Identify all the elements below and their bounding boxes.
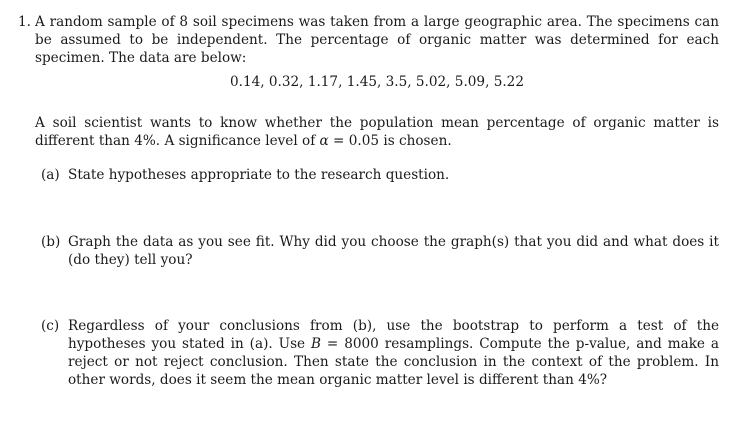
problem-context	[35, 114, 719, 150]
problem-intro: A random sample of 8 soil specimens was taken from a large geographic area. The specimens can be assumed to be independent. The percentage of organic matter was determined for each specimen. The data are below:	[35, 14, 719, 66]
alpha-symbol: α	[319, 133, 329, 149]
context-text: A soil scientist wants to know whether the population mean percentage of organic matter is different than 4%. A significance level of	[35, 115, 719, 149]
alpha-value: = 0.05 is chosen.	[328, 133, 452, 149]
part-a-label: (a)	[41, 167, 60, 183]
data-values: 0.14, 0.32, 1.17, 1.45, 3.5, 5.02, 5.09, 5.22	[230, 74, 524, 90]
part-a-text: State hypotheses appropriate to the research question.	[68, 167, 450, 183]
part-b-label: (b)	[41, 234, 61, 250]
part-c-text-1: Regardless of your conclusions from (b), use the bootstrap to perform a test of the hypotheses you stated in (a). Use	[68, 318, 719, 352]
part-c-text-2: = 8000 resamplings. Compute the p-value, and make a reject or not reject conclusion. Then state the conclusion in the context of the problem. In other words, does it seem the mean organic matter level is different than 4%?	[68, 336, 719, 388]
problem-number: 1.	[18, 14, 31, 30]
part-c-text	[68, 317, 719, 389]
part-b-text: Graph the data as you see fit. Why did you choose the graph(s) that you did and what does it (do they) tell you?	[68, 234, 719, 268]
b-symbol: B	[311, 336, 321, 352]
part-c-label: (c)	[41, 318, 60, 334]
